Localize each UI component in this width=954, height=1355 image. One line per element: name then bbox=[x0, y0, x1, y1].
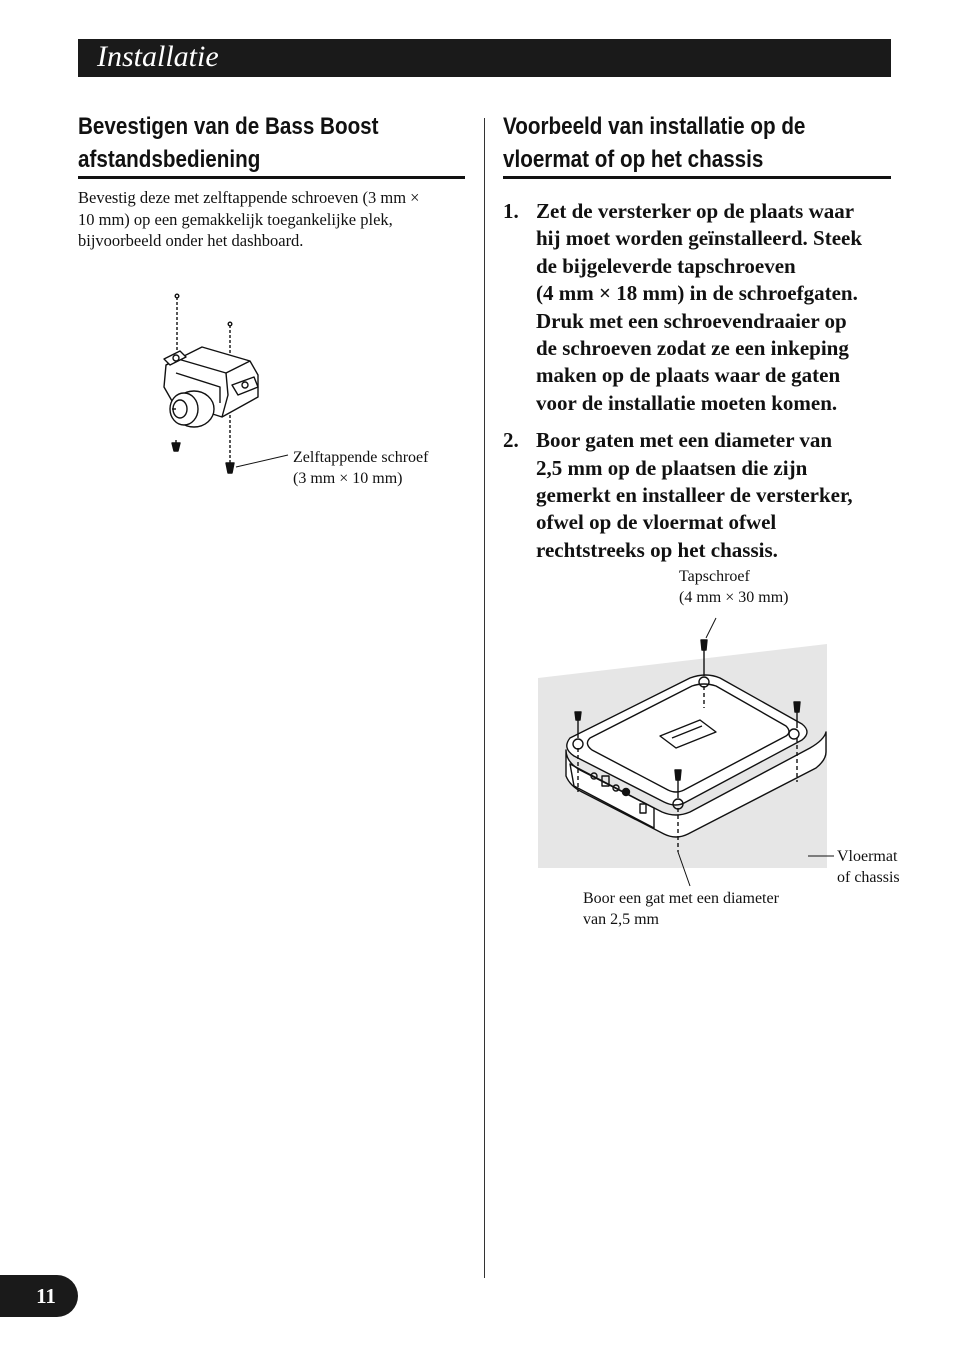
amplifier-installation-illustration bbox=[530, 620, 840, 880]
left-body-text bbox=[78, 187, 466, 252]
left-heading-rule bbox=[78, 176, 465, 179]
right-heading-line1: Voorbeeld van installatie op de bbox=[503, 113, 806, 140]
right-heading-line2: vloermat of op het chassis bbox=[503, 146, 764, 173]
step-1-line: (4 mm × 18 mm) in de schroefgaten. bbox=[536, 281, 858, 306]
screw-caption-line2: (3 mm × 10 mm) bbox=[293, 470, 403, 487]
left-body-line3: bijvoorbeeld onder het dashboard. bbox=[78, 231, 304, 250]
step-2 bbox=[503, 427, 895, 564]
left-body-line1: Bevestig deze met zelftappende schroeven (3 mm × bbox=[78, 188, 420, 207]
drill-caption-line2: van 2,5 mm bbox=[583, 911, 659, 928]
tap-screw-caption bbox=[679, 566, 788, 608]
drill-caption-line1: Boor een gat met een diameter bbox=[583, 890, 779, 907]
step-1-number: 1. bbox=[503, 199, 519, 223]
installation-steps bbox=[503, 198, 895, 574]
step-1-line: Zet de versterker op de plaats waar bbox=[536, 199, 855, 223]
step-1 bbox=[503, 198, 895, 417]
step-1-line: de schroeven zodat ze een inkeping bbox=[536, 336, 849, 361]
step-1-line: Druk met een schroevendraaier op bbox=[536, 308, 847, 333]
step-1-line: hij moet worden geïnstalleerd. Steek bbox=[536, 226, 863, 251]
left-body-line2: 10 mm) op een gemakkelijk toegankelijke plek, bbox=[78, 209, 393, 229]
page-number: 11 bbox=[36, 1284, 56, 1308]
floor-caption-line1: Vloermat bbox=[837, 848, 898, 865]
step-2-line: gemerkt en installeer de versterker, bbox=[536, 483, 853, 508]
right-heading bbox=[503, 110, 805, 176]
step-1-line: maken op de plaats waar de gaten bbox=[536, 363, 841, 388]
left-heading-line2: afstandsbediening bbox=[78, 146, 261, 173]
step-1-line: voor de installatie moeten komen. bbox=[536, 390, 838, 415]
step-2-line: Boor gaten met een diameter van bbox=[536, 428, 833, 453]
tap-screw-caption-line1: Tapschroef bbox=[679, 568, 750, 585]
bass-boost-remote-illustration bbox=[150, 285, 300, 485]
screw-caption-line1: Zelftappende schroef bbox=[293, 449, 429, 466]
tap-screw-caption-line2: (4 mm × 30 mm) bbox=[679, 589, 789, 606]
left-heading bbox=[78, 110, 379, 176]
floor-caption-line2: of chassis bbox=[837, 869, 900, 886]
step-2-line: 2,5 mm op de plaatsen die zijn bbox=[536, 455, 808, 480]
step-1-line: de bijgeleverde tapschroeven bbox=[536, 253, 796, 278]
section-header-bar bbox=[78, 39, 891, 77]
step-2-line: rechtstreeks op het chassis. bbox=[536, 537, 778, 562]
screw-caption bbox=[293, 447, 428, 489]
section-title: Installatie bbox=[97, 40, 219, 73]
drill-caption bbox=[583, 888, 779, 930]
column-divider bbox=[484, 118, 485, 1278]
floor-caption bbox=[837, 846, 900, 888]
page-number-tab bbox=[0, 1275, 78, 1317]
left-heading-line1: Bevestigen van de Bass Boost bbox=[78, 113, 379, 140]
right-heading-rule bbox=[503, 176, 891, 179]
step-2-number: 2. bbox=[503, 428, 519, 453]
step-2-line: ofwel op de vloermat ofwel bbox=[536, 510, 777, 535]
